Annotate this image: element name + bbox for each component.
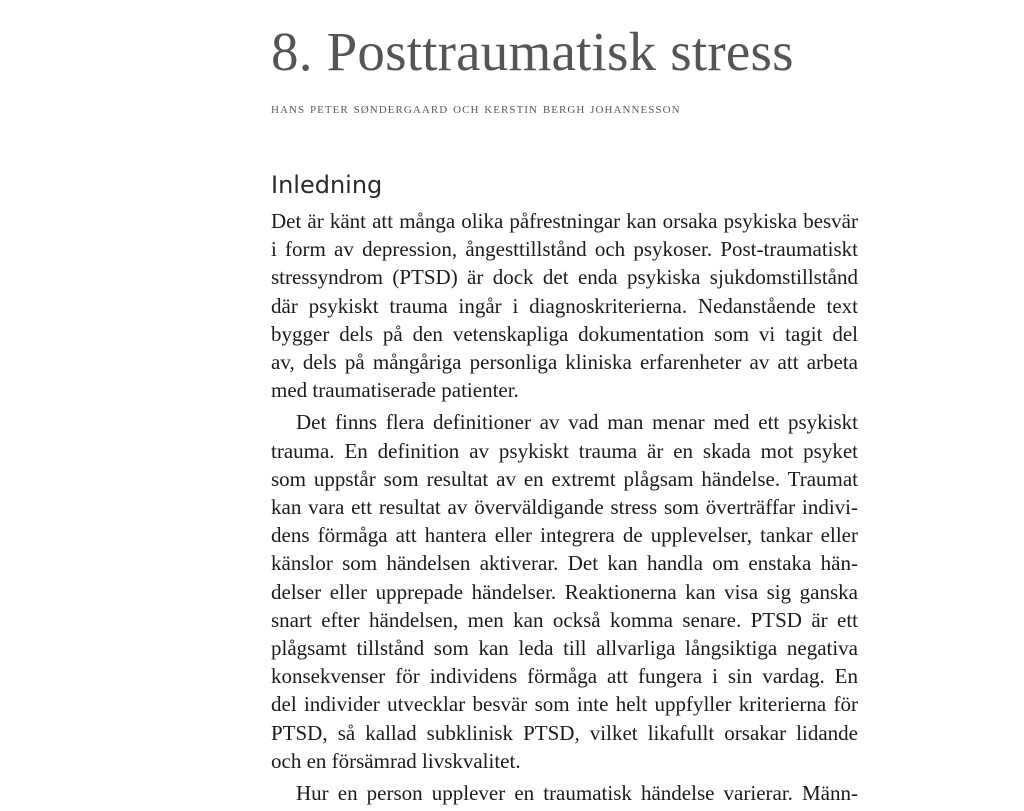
- text-line: av, dels på mångåriga personliga kliniska erfarenheter av att arbeta: [271, 350, 858, 375]
- text-line: dens förmåga att hantera eller integrera de upplevelser, tankar eller: [271, 523, 858, 548]
- text-line: plågsamt tillstånd som kan leda till allvarliga långsiktiga negativa: [271, 636, 858, 661]
- text-line: trauma. En definition av psykiskt trauma är en skada mot psyket: [271, 438, 858, 463]
- text-line: känslor som händelsen aktiverar. Det kan handla om enstaka hän-: [271, 551, 858, 576]
- text-line: Hur en person upplever en traumatisk händelse varierar. Männ-: [296, 781, 858, 806]
- paragraph-1: [271, 207, 858, 404]
- text-line: med traumatiserade patienter.: [271, 378, 519, 403]
- text-line: delser eller upprepade händelser. Reaktionerna kan visa sig ganska: [271, 579, 858, 604]
- text-line: del individer utvecklar besvär som inte helt uppfyller kriterierna för: [271, 692, 858, 717]
- chapter-authors: hans peter søndergaard och kerstin bergh johannesson: [271, 101, 681, 117]
- text-line: i form av depression, ångesttillstånd och psykoser. Post-traumatiskt: [271, 237, 858, 262]
- body-text: [271, 207, 858, 811]
- text-line: och en försämrad livskvalitet.: [271, 748, 521, 773]
- text-line: Det är känt att många olika påfrestningar kan orsaka psykiska besvär: [271, 209, 858, 233]
- text-line: konsekvenser för individens förmåga att fungera i sin vardag. En: [271, 664, 858, 689]
- text-line: som uppstår som resultat av en extremt plågsam händelse. Traumat: [271, 466, 858, 491]
- chapter-title: 8. Posttraumatisk stress: [271, 21, 794, 82]
- text-line: PTSD, så kallad subklinisk PTSD, vilket likafullt orsakar lidande: [271, 720, 858, 745]
- text-line: där psykiskt trauma ingår i diagnoskriterierna. Nedanstående text: [271, 293, 858, 318]
- paragraph-2: [271, 408, 858, 775]
- text-line: stressyndrom (PTSD) är dock det enda psykiska sjukdomstillstånd: [271, 265, 858, 290]
- text-line: snart efter händelsen, men kan också komma senare. PTSD är ett: [271, 607, 858, 632]
- text-line: kan vara ett resultat av överväldigande stress som överträffar indivi-: [271, 495, 858, 520]
- text-line: Det finns flera definitioner av vad man menar med ett psykiskt: [296, 410, 858, 435]
- section-heading: Inledning: [271, 171, 383, 199]
- paragraph-3: [271, 779, 858, 807]
- text-line: bygger dels på den vetenskapliga dokumentation som vi tagit del: [271, 321, 858, 346]
